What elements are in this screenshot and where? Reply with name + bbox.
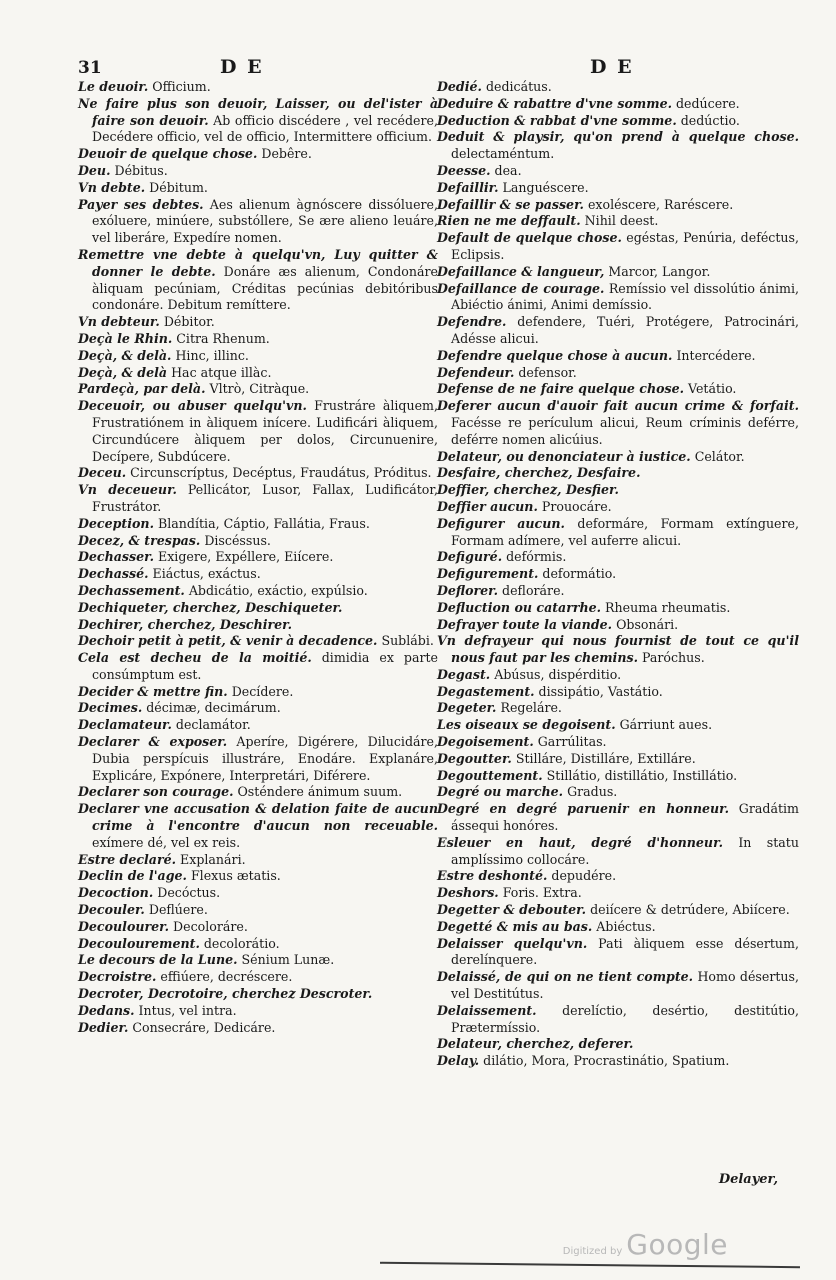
dictionary-entry xyxy=(78,516,438,533)
latin-gloss: Donáre æs alienum, Condonáre àliquam pecúniam, Créditas pecúnias debitóribus condonáre. Debitum remíttere. xyxy=(92,263,438,313)
french-headword: Default de quelque chose. xyxy=(437,230,622,246)
french-headword: Deçà le Rhin. xyxy=(78,330,173,346)
french-headword: Delay. xyxy=(437,1053,480,1069)
french-headword: Defendeur. xyxy=(437,364,515,380)
dictionary-entry xyxy=(78,465,438,482)
dictionary-entry xyxy=(437,633,799,667)
french-headword: Degoisement. xyxy=(437,734,534,750)
dictionary-entry xyxy=(437,113,799,130)
dictionary-entry xyxy=(78,1003,438,1020)
french-headword: Degouttement. xyxy=(437,767,543,783)
dictionary-entry xyxy=(78,650,438,684)
french-headword: Payer ses debtes. xyxy=(78,196,204,212)
french-headword: Vn deceueur. xyxy=(78,482,177,498)
latin-gloss: Abdicátio, exáctio, expúlsio. xyxy=(188,582,368,598)
dictionary-entry xyxy=(437,398,799,448)
latin-gloss: In statu amplíssimo collocáre. xyxy=(451,834,799,867)
dictionary-entry xyxy=(78,381,438,398)
dictionary-entry xyxy=(78,717,438,734)
dictionary-entry xyxy=(78,180,438,197)
latin-gloss: Celátor. xyxy=(694,448,745,464)
french-headword: Delateur, ou denonciateur à iustice. xyxy=(437,448,691,464)
dictionary-entry xyxy=(437,600,799,617)
latin-gloss: Rheuma rheumatis. xyxy=(605,599,731,615)
latin-gloss: Discéssus. xyxy=(204,532,271,548)
french-headword: Dechassement. xyxy=(78,582,185,598)
french-headword: Dechirer, cherchez, Deschirer. xyxy=(78,616,293,632)
french-headword: Le decours de la Lune. xyxy=(78,952,238,968)
dictionary-entry xyxy=(78,365,438,382)
latin-gloss: Paróchus. xyxy=(641,650,705,666)
dictionary-entry xyxy=(437,314,799,348)
dictionary-entry xyxy=(437,96,799,113)
french-headword: Dedié. xyxy=(437,79,482,94)
latin-gloss: declamátor. xyxy=(175,717,251,733)
french-headword: Degetté & mis au bas. xyxy=(437,918,593,934)
french-headword: Cela est decheu de la moitié. xyxy=(78,650,312,666)
dictionary-entry xyxy=(78,163,438,180)
latin-gloss: exoléscere, Raréscere. xyxy=(587,196,734,212)
french-headword: Declamateur. xyxy=(78,717,172,733)
latin-gloss: Explanári. xyxy=(180,851,246,867)
french-headword: Decoction. xyxy=(78,885,154,901)
french-headword: Decroter, Decrotoire, cherchez Descroter. xyxy=(78,986,373,1002)
latin-gloss: Decóctus. xyxy=(157,885,221,901)
french-headword: Vn debte. xyxy=(78,179,146,195)
dictionary-entry xyxy=(437,885,799,902)
latin-gloss: deformátio. xyxy=(542,566,617,582)
latin-gloss: Stillátio, distillátio, Instillátio. xyxy=(546,767,738,783)
latin-gloss: dedúcere. xyxy=(675,95,740,111)
latin-gloss: Facésse re perículum alicui, Reum críminis deférre, deférre nomen alicúius. xyxy=(451,414,799,447)
dictionary-entry xyxy=(437,1036,799,1053)
latin-gloss: Débitum. xyxy=(149,179,208,195)
dictionary-entry xyxy=(437,482,799,499)
latin-gloss: Ab officio discédere , vel recédere, Decédere officio, vel de officio, Intermittere officium. xyxy=(92,112,438,145)
french-headword: Defendre quelque chose à aucun. xyxy=(437,347,673,363)
french-headword: Dechasser. xyxy=(78,549,154,565)
french-headword: Defrayer toute la viande. xyxy=(437,616,613,632)
dictionary-entry xyxy=(437,499,799,516)
dictionary-entry xyxy=(78,868,438,885)
french-headword: Delateur, cherchez, deferer. xyxy=(437,1036,634,1052)
french-headword: Les oiseaux se degoisent. xyxy=(437,717,616,733)
french-headword: Dechiqueter, cherchez, Deschiqueter. xyxy=(78,599,343,615)
french-headword: Defiguré. xyxy=(437,549,503,565)
dictionary-entry xyxy=(78,533,438,550)
latin-gloss: dedicátus. xyxy=(485,79,552,94)
dictionary-entry xyxy=(437,583,799,600)
latin-gloss: decolorátio. xyxy=(203,935,280,951)
latin-gloss: deformáre, Formam extínguere, Formam adímere, vel auferre alicui. xyxy=(451,515,799,548)
french-headword: Declin de l'age. xyxy=(78,868,187,884)
dictionary-entry xyxy=(78,784,438,801)
latin-gloss: dissipátio, Vastátio. xyxy=(538,683,663,699)
dictionary-entry xyxy=(437,516,799,550)
latin-gloss: Homo désertus, vel Destitútus. xyxy=(451,969,799,1002)
french-headword: Deferer aucun d'auoir fait aucun crime & forfait. xyxy=(437,398,799,414)
french-headword: Deceuoir, ou abuser quelqu'vn. xyxy=(78,398,307,414)
french-headword: Deuoir de quelque chose. xyxy=(78,146,258,162)
dictionary-entry xyxy=(78,885,438,902)
watermark-logo: Google xyxy=(626,1228,728,1261)
dictionary-entry xyxy=(437,549,799,566)
dictionary-entry xyxy=(437,717,799,734)
dictionary-entry xyxy=(437,768,799,785)
latin-gloss: Obsonári. xyxy=(616,616,679,632)
dictionary-entry xyxy=(78,197,438,247)
french-headword: Defigurer aucun. xyxy=(437,515,565,531)
catchword: Delayer, xyxy=(718,1172,778,1187)
latin-gloss: Osténdere ánimum suum. xyxy=(237,784,403,800)
french-headword: Defaillance de courage. xyxy=(437,280,605,296)
bottom-rule xyxy=(380,1262,800,1268)
dictionary-entry xyxy=(437,197,799,214)
dictionary-entry xyxy=(437,700,799,717)
latin-gloss: Officium. xyxy=(152,79,211,94)
latin-gloss: Regeláre. xyxy=(500,700,562,716)
dictionary-entry xyxy=(437,667,799,684)
dictionary-entry xyxy=(437,79,799,96)
french-headword: Delaissement. xyxy=(437,1002,537,1018)
latin-gloss: Aperíre, Digérere, Dilucidáre, Dubia perspícuis illustráre, Enodáre. Explanáre, Explicáre, Expónere, Interpretári, Diférere. xyxy=(92,734,438,783)
latin-gloss: Foris. Extra. xyxy=(502,885,582,901)
dictionary-entry xyxy=(78,919,438,936)
french-headword: Defigurement. xyxy=(437,566,539,582)
dictionary-entry xyxy=(437,348,799,365)
dictionary-entry xyxy=(78,1020,438,1037)
dictionary-entry xyxy=(78,969,438,986)
latin-gloss: Deflúere. xyxy=(148,902,208,918)
latin-gloss: effiúere, decréscere. xyxy=(160,969,293,985)
dictionary-entry xyxy=(437,734,799,751)
french-headword: Deu. xyxy=(78,162,111,178)
french-headword: Defense de ne faire quelque chose. xyxy=(437,381,684,397)
dictionary-entry xyxy=(437,465,799,482)
french-headword: Defluction ou catarrhe. xyxy=(437,599,602,615)
french-headword: Defaillir. xyxy=(437,179,499,195)
french-headword: Decimes. xyxy=(78,700,143,716)
latin-gloss: delectaméntum. xyxy=(451,146,555,162)
dictionary-entry xyxy=(78,852,438,869)
french-headword: Defendre. xyxy=(437,314,507,330)
latin-gloss: Consecráre, Dedicáre. xyxy=(132,1019,276,1035)
french-headword: Le deuoir. xyxy=(78,79,149,94)
latin-gloss: Intercédere. xyxy=(676,347,756,363)
dictionary-entry xyxy=(78,314,438,331)
dictionary-entry xyxy=(78,902,438,919)
french-headword: Deception. xyxy=(78,515,154,531)
french-headword: Degastement. xyxy=(437,683,535,699)
french-headword: Deffier, cherchez, Desfier. xyxy=(437,482,619,498)
french-headword: Desfaire, cherchez, Desfaire. xyxy=(437,465,641,481)
dictionary-entry xyxy=(437,566,799,583)
latin-gloss: Garrúlitas. xyxy=(537,734,607,750)
dictionary-entry xyxy=(78,549,438,566)
french-headword: Defaillance & langueur, xyxy=(437,263,605,279)
latin-gloss: dimidia ex parte consúmptum est. xyxy=(92,650,438,682)
dictionary-entry xyxy=(437,1003,799,1037)
latin-gloss: Gárriunt aues. xyxy=(619,717,713,733)
dictionary-entry xyxy=(78,617,438,634)
french-headword: Degoutter. xyxy=(437,750,512,766)
dictionary-entry xyxy=(78,936,438,953)
latin-gloss: Prouocáre. xyxy=(541,498,612,514)
dictionary-entry xyxy=(78,600,438,617)
dictionary-entry xyxy=(78,79,438,96)
dictionary-entry xyxy=(437,902,799,919)
latin-gloss: dedúctio. xyxy=(680,112,740,128)
latin-gloss: Flexus ætatis. xyxy=(190,868,281,884)
dictionary-entry xyxy=(437,617,799,634)
latin-gloss: Débitus. xyxy=(114,162,168,178)
left-column xyxy=(78,79,438,1036)
latin-gloss: defensor. xyxy=(518,364,577,380)
latin-gloss: Debêre. xyxy=(261,146,312,162)
dictionary-entry xyxy=(78,986,438,1003)
french-headword: Declarer & exposer. xyxy=(78,734,228,750)
dictionary-entry xyxy=(78,734,438,784)
latin-gloss: Sénium Lunæ. xyxy=(241,952,335,968)
dictionary-entry xyxy=(78,331,438,348)
latin-gloss: Decoloráre. xyxy=(173,918,248,934)
french-headword: Decider & mettre fin. xyxy=(78,683,228,699)
dictionary-entry xyxy=(437,751,799,768)
latin-gloss: Remíssio vel dissolútio ánimi, Abiéctio ánimi, Animi demíssio. xyxy=(451,280,800,313)
french-headword: Deesse. xyxy=(437,162,491,178)
dictionary-entry xyxy=(437,801,799,835)
dictionary-entry xyxy=(78,700,438,717)
french-headword: Vn defrayeur qui nous fournist de tout ce qu'il nous faut par les chemins. xyxy=(437,633,799,666)
french-headword: Deçà, & delà xyxy=(78,364,168,380)
french-headword: Degré ou marche. xyxy=(437,784,564,800)
dictionary-entry xyxy=(437,835,799,869)
dictionary-entry xyxy=(437,449,799,466)
french-headword: Decouler. xyxy=(78,902,145,918)
dictionary-entry xyxy=(78,952,438,969)
dictionary-entry xyxy=(78,398,438,465)
dictionary-entry xyxy=(437,365,799,382)
latin-gloss: Abúsus, dispérditio. xyxy=(494,666,622,682)
french-headword: Deflorer. xyxy=(437,582,499,598)
latin-gloss: dilátio, Mora, Procrastinátio, Spatium. xyxy=(483,1053,730,1069)
latin-gloss: Citra Rhenum. xyxy=(176,330,270,346)
french-headword: Dedier. xyxy=(78,1019,129,1035)
page-number: 31 xyxy=(78,58,102,78)
french-headword: Defaillir & se passer. xyxy=(437,196,584,212)
latin-gloss: Vltrò, Citràque. xyxy=(209,381,310,397)
latin-gloss: Blandítia, Cáptio, Fallátia, Fraus. xyxy=(157,515,370,531)
french-headword: Remettre vne debte à quelqu'vn, Luy quitter & donner le debte. xyxy=(78,246,438,279)
french-headword: Deffier aucun. xyxy=(437,498,538,514)
french-headword: Esleuer en haut, degré d'honneur. xyxy=(437,834,723,850)
running-head-left: D E xyxy=(220,56,264,78)
french-headword: Decoulourer. xyxy=(78,918,170,934)
dictionary-entry xyxy=(437,684,799,701)
dictionary-entry xyxy=(437,163,799,180)
dictionary-entry xyxy=(437,281,799,315)
latin-gloss: Pellicátor, Lusor, Fallax, Ludificátor, Frustrátor. xyxy=(92,482,438,514)
latin-gloss: depudére. xyxy=(551,868,617,884)
dictionary-entry xyxy=(78,348,438,365)
french-headword: Decez, & trespas. xyxy=(78,532,201,548)
latin-gloss: Gradus. xyxy=(567,784,618,800)
latin-gloss: Pati àliquem esse désertum, derelínquere. xyxy=(451,935,799,968)
dictionary-entry xyxy=(78,482,438,516)
latin-gloss: Marcor, Langor. xyxy=(608,263,711,279)
dictionary-entry xyxy=(78,247,438,314)
french-headword: Degré en degré paruenir en honneur. xyxy=(437,801,730,817)
digitization-watermark xyxy=(563,1228,728,1261)
dictionary-entry xyxy=(437,784,799,801)
latin-gloss: defórmis. xyxy=(506,549,567,565)
latin-gloss: Hinc, illinc. xyxy=(175,347,249,363)
latin-gloss: décimæ, decimárum. xyxy=(146,700,281,716)
dictionary-entry xyxy=(437,213,799,230)
french-headword: Deduction & rabbat d'vne somme. xyxy=(437,112,677,128)
french-headword: Estre declaré. xyxy=(78,851,177,867)
dictionary-entry xyxy=(78,583,438,600)
french-headword: Degetter & debouter. xyxy=(437,902,587,918)
french-headword: Declarer vne accusation & delation faite de aucun crime à l'encontre d'aucun non receuable. xyxy=(78,801,438,834)
french-headword: Degeter. xyxy=(437,700,497,716)
dictionary-entry xyxy=(437,1053,799,1070)
dictionary-entry xyxy=(78,684,438,701)
latin-gloss: Frustráre àliquem, Frustratiónem in àliquem inícere. Ludificári àliquem, Circundúcere àliquem per dolos, Circunuenire, Decípere, Subdúcere. xyxy=(92,398,438,464)
french-headword: Ne faire plus son deuoir, Laisser, ou del'ister à faire son deuoir. xyxy=(78,95,438,128)
latin-gloss: Intus, vel intra. xyxy=(138,1002,237,1018)
latin-gloss: Gradátim ássequi honóres. xyxy=(451,801,799,834)
latin-gloss: Hac atque illàc. xyxy=(171,364,272,380)
french-headword: Delaisser quelqu'vn. xyxy=(437,935,588,951)
latin-gloss: Languéscere. xyxy=(502,179,589,195)
latin-gloss: Aes alienum àgnóscere dissóluere, exóluere, minúere, substóllere, Se ære alieno leuáre, vel liberáre, Expedíre nomen. xyxy=(92,196,438,246)
latin-gloss: egéstas, Penúria, deféctus, Eclipsis. xyxy=(451,230,800,262)
french-headword: Deduire & rabattre d'vne somme. xyxy=(437,95,672,111)
dictionary-entry xyxy=(437,129,799,163)
latin-gloss: Decídere. xyxy=(231,683,294,699)
latin-gloss: Eiáctus, exáctus. xyxy=(152,566,261,582)
latin-gloss: Stilláre, Distilláre, Extilláre. xyxy=(515,750,696,766)
french-headword: Vn debteur. xyxy=(78,314,160,330)
french-headword: Deduit & playsir, qu'on prend à quelque chose. xyxy=(437,129,799,145)
dictionary-entry xyxy=(437,936,799,970)
latin-gloss: defendere, Tuéri, Protégere, Patrocinári, Adésse alicui. xyxy=(451,314,799,346)
latin-gloss: Vetátio. xyxy=(688,381,737,397)
latin-gloss: defloráre. xyxy=(502,582,565,598)
dictionary-entry xyxy=(78,566,438,583)
dictionary-entry xyxy=(437,264,799,281)
dictionary-entry xyxy=(437,969,799,1003)
french-headword: Degast. xyxy=(437,666,491,682)
dictionary-entry xyxy=(78,96,438,146)
latin-gloss: Circunscríptus, Decéptus, Fraudátus, Próditus. xyxy=(130,465,432,481)
latin-gloss: Débitor. xyxy=(163,314,215,330)
dictionary-entry xyxy=(437,868,799,885)
dictionary-entry xyxy=(78,801,438,851)
dictionary-entry xyxy=(78,146,438,163)
french-headword: Deshors. xyxy=(437,885,499,901)
french-headword: Estre deshonté. xyxy=(437,868,548,884)
latin-gloss: deiícere & detrúdere, Abiícere. xyxy=(590,902,790,918)
french-headword: Rien ne me deffault. xyxy=(437,213,581,229)
latin-gloss: dea. xyxy=(494,162,522,178)
french-headword: Delaissé, de qui on ne tient compte. xyxy=(437,969,694,985)
french-headword: Decroistre. xyxy=(78,969,157,985)
latin-gloss: exímere dé, vel ex reis. xyxy=(92,834,241,850)
watermark-small: Digitized by xyxy=(562,1246,623,1257)
french-headword: Dedans. xyxy=(78,1002,135,1018)
dictionary-entry xyxy=(437,180,799,197)
french-headword: Dechassé. xyxy=(78,566,149,582)
french-headword: Pardeçà, par delà. xyxy=(78,381,206,397)
french-headword: Decoulourement. xyxy=(78,935,200,951)
french-headword: Dechoir petit à petit, & venir à decadence. xyxy=(78,633,378,649)
dictionary-entry xyxy=(78,633,438,650)
dictionary-entry xyxy=(437,381,799,398)
latin-gloss: Abiéctus. xyxy=(596,918,656,934)
latin-gloss: Nihil deest. xyxy=(584,213,659,229)
french-headword: Deçà, & delà. xyxy=(78,347,172,363)
dictionary-entry xyxy=(437,230,799,264)
latin-gloss: Sublábi. xyxy=(381,633,434,649)
french-headword: Declarer son courage. xyxy=(78,784,234,800)
dictionary-entry xyxy=(437,919,799,936)
french-headword: Deceu. xyxy=(78,465,127,481)
latin-gloss: derelíctio, desértio, destitútio, Prætermíssio. xyxy=(451,1002,799,1035)
running-head-right: D E xyxy=(590,56,634,78)
right-column xyxy=(437,79,799,1070)
latin-gloss: Exigere, Expéllere, Eiícere. xyxy=(158,549,334,565)
